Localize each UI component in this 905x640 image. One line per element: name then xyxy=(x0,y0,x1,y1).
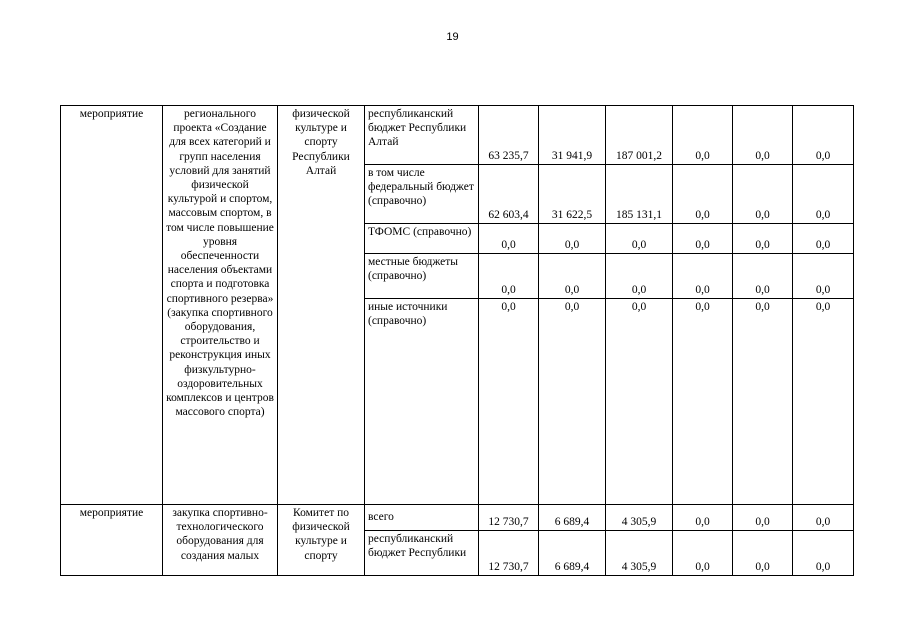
value-cell: 0,0 xyxy=(673,106,733,165)
funding-source: иные источники (справочно) xyxy=(365,299,479,505)
measure-name: закупка спортивно-технологического оборудования для создания малых xyxy=(163,505,278,576)
value-cell: 0,0 xyxy=(673,254,733,299)
value-cell: 0,0 xyxy=(733,299,793,505)
value-cell: 0,0 xyxy=(793,505,854,531)
value-cell: 0,0 xyxy=(479,224,539,254)
funding-source: в том числе федеральный бюджет (справочно) xyxy=(365,165,479,224)
value-cell: 0,0 xyxy=(606,224,673,254)
value-cell: 0,0 xyxy=(793,106,854,165)
value-cell: 0,0 xyxy=(673,531,733,576)
funding-source: всего xyxy=(365,505,479,531)
value-cell: 0,0 xyxy=(793,299,854,505)
value-cell: 0,0 xyxy=(479,254,539,299)
value-cell: 4 305,9 xyxy=(606,531,673,576)
budget-table xyxy=(60,105,854,576)
value-cell: 0,0 xyxy=(793,254,854,299)
funding-source: местные бюджеты (справочно) xyxy=(365,254,479,299)
value-cell: 0,0 xyxy=(733,106,793,165)
value-cell: 0,0 xyxy=(733,224,793,254)
value-cell: 0,0 xyxy=(606,254,673,299)
value-cell: 0,0 xyxy=(539,299,606,505)
value-cell: 0,0 xyxy=(539,224,606,254)
value-cell: 0,0 xyxy=(673,505,733,531)
value-cell: 0,0 xyxy=(539,254,606,299)
funding-source: республиканский бюджет Республики Алтай xyxy=(365,106,479,165)
value-cell: 0,0 xyxy=(793,531,854,576)
measure-type: мероприятие xyxy=(61,505,163,576)
table-row xyxy=(61,505,854,531)
value-cell: 0,0 xyxy=(733,254,793,299)
value-cell: 0,0 xyxy=(479,299,539,505)
value-cell: 0,0 xyxy=(673,224,733,254)
executor: Комитет по физической культуре и спорту xyxy=(278,505,365,576)
value-cell: 31 941,9 xyxy=(539,106,606,165)
table-row xyxy=(61,106,854,165)
value-cell: 0,0 xyxy=(733,505,793,531)
page-number: 19 xyxy=(446,31,459,43)
value-cell: 12 730,7 xyxy=(479,531,539,576)
measure-type: мероприятие xyxy=(61,106,163,505)
value-cell: 187 001,2 xyxy=(606,106,673,165)
value-cell: 0,0 xyxy=(673,165,733,224)
value-cell: 6 689,4 xyxy=(539,505,606,531)
value-cell: 185 131,1 xyxy=(606,165,673,224)
funding-source: республиканский бюджет Республики xyxy=(365,531,479,576)
value-cell: 0,0 xyxy=(793,165,854,224)
value-cell: 0,0 xyxy=(606,299,673,505)
value-cell: 63 235,7 xyxy=(479,106,539,165)
value-cell: 0,0 xyxy=(793,224,854,254)
measure-name: регионального проекта «Создание для всех категорий и групп населения условий для занятий физической культурой и спортом, массовым спортом, в том числе повышение уровня обеспеченности населения объектами спорта и подготовка спортивного резерва» (закупка спортивного оборудования, строительство и реконструкция иных физкультурно-оздоровительных комплексов и центров массового спорта) xyxy=(163,106,278,505)
value-cell: 12 730,7 xyxy=(479,505,539,531)
value-cell: 0,0 xyxy=(733,165,793,224)
value-cell: 4 305,9 xyxy=(606,505,673,531)
executor: физической культуре и спорту Республики Алтай xyxy=(278,106,365,505)
value-cell: 6 689,4 xyxy=(539,531,606,576)
value-cell: 62 603,4 xyxy=(479,165,539,224)
value-cell: 0,0 xyxy=(733,531,793,576)
value-cell: 0,0 xyxy=(673,299,733,505)
value-cell: 31 622,5 xyxy=(539,165,606,224)
funding-source: ТФОМС (справочно) xyxy=(365,224,479,254)
